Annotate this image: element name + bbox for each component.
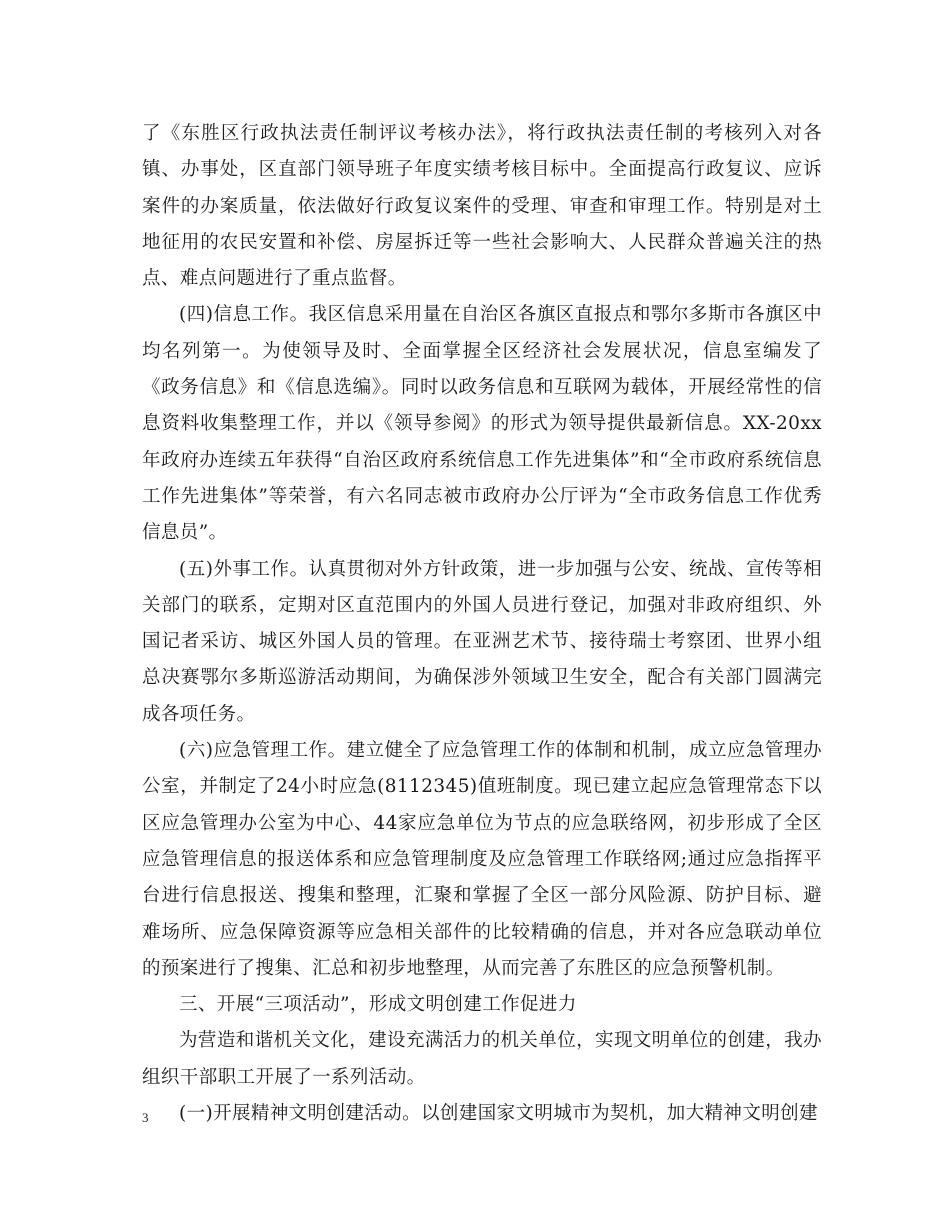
paragraph-continued-assessment: 了《东胜区行政执法责任制评议考核办法》，将行政执法责任制的考核列入对各镇、办事处，区直部门领导班子年度实绩考核目标中。全面提高行政复议、应诉案件的办案质量，依法做好行政复议案件的受理、审查和审理工作。特别是对土地征用的农民安置和补偿、房屋拆迁等一些社会影响大、人民群众普遍关注的热点、难点问题进行了重点监督。	[142, 123, 822, 290]
paragraph-organization-culture: 为营造和谐机关文化，建设充满活力的机关单位，实现文明单位的创建，我办组织干部职工开展了一系列活动。	[142, 1030, 822, 1088]
page-number: 3	[142, 1110, 149, 1125]
section-heading-three-activities: 三、开展“三项活动”，形成文明创建工作促进力	[179, 994, 577, 1016]
document-body	[142, 116, 822, 1132]
paragraph-spiritual-civilization: (一)开展精神文明创建活动。以创建国家文明城市为契机，加大精神文明创建	[179, 1103, 818, 1125]
paragraph-information-work: (四)信息工作。我区信息采用量在自治区各旗区直报点和鄂尔多斯市各旗区中均名列第一。为使领导及时、全面掌握全区经济社会发展状况，信息室编发了《政务信息》和《信息选编》。同时以政务信息和互联网为载体，开展经常性的信息资料收集整理工作，并以《领导参阅》的形式为领导提供最新信息。XX-20xx年政府办连续五年获得“自治区政府系统信息工作先进集体”和“全市政府系统信息工作先进集体”等荣誉，有六名同志被市政府办公厅评为“全市政务信息工作优秀信息员”。	[142, 304, 822, 544]
paragraph-emergency-management: (六)应急管理工作。建立健全了应急管理工作的体制和机制，成立应急管理办公室，并制定了24小时应急(8112345)值班制度。现已建立起应急管理常态下以区应急管理办公室为中心、44家应急单位为节点的应急联络网，初步形成了全区应急管理信息的报送体系和应急管理制度及应急管理工作联络网;通过应急指挥平台进行信息报送、搜集和整理，汇聚和掌握了全区一部分风险源、防护目标、避难场所、应急保障资源等应急相关部件的比较精确的信息，并对各应急联动单位的预案进行了搜集、汇总和初步地整理，从而完善了东胜区的应急预警机制。	[142, 740, 822, 979]
paragraph-foreign-affairs: (五)外事工作。认真贯彻对外方针政策，进一步加强与公安、统战、宣传等相关部门的联系，定期对区直范围内的外国人员进行登记，加强对非政府组织、外国记者采访、城区外国人员的管理。在亚洲艺术节、接待瑞士考察团、世界小组总决赛鄂尔多斯巡游活动期间，为确保涉外领域卫生安全，配合有关部门圆满完成各项任务。	[142, 558, 822, 725]
